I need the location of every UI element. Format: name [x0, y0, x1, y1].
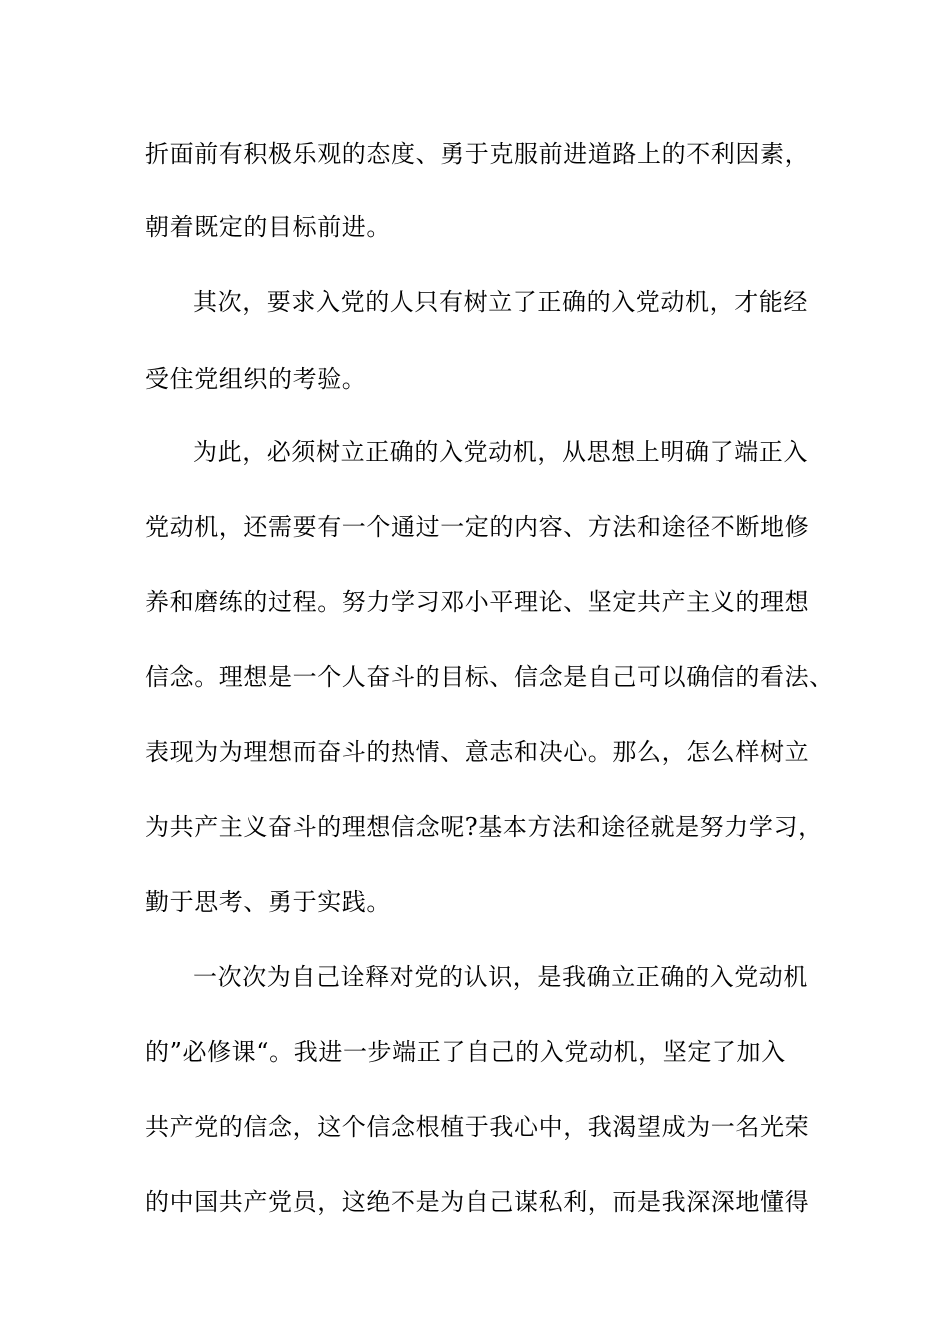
text-line: 勤于思考、勇于实践。	[145, 888, 391, 916]
text-line: 党动机，还需要有一个通过一定的内容、方法和途径不断地修	[145, 513, 810, 541]
text-line: 的中国共产党员，这绝不是为自己谋私利，而是我深深地懂得	[145, 1188, 810, 1216]
text-line: 折面前有积极乐观的态度、勇于克服前进道路上的不利因素，	[145, 140, 810, 168]
paragraph-start-line: 为此，必须树立正确的入党动机，从思想上明确了端正入	[193, 438, 808, 466]
text-line: 养和磨练的过程。努力学习邓小平理论、坚定共产主义的理想	[145, 588, 810, 616]
paragraph-start-line: 一次次为自己诠释对党的认识，是我确立正确的入党动机	[193, 963, 808, 991]
paragraph-start-line: 其次，要求入党的人只有树立了正确的入党动机，才能经	[193, 288, 808, 316]
text-line: 共产党的信念，这个信念根植于我心中，我渴望成为一名光荣	[145, 1113, 810, 1141]
text-line: 朝着既定的目标前进。	[145, 213, 391, 241]
text-line: 表现为为理想而奋斗的热情、意志和决心。那么，怎么样树立	[145, 738, 810, 766]
text-line: 受住党组织的考验。	[145, 365, 367, 393]
text-line: 的”必修课“。我进一步端正了自己的入党动机，坚定了加入	[145, 1038, 786, 1066]
text-line: 为共产主义奋斗的理想信念呢?基本方法和途径就是努力学习，	[145, 813, 823, 841]
text-line: 信念。理想是一个人奋斗的目标、信念是自己可以确信的看法、	[145, 663, 834, 691]
